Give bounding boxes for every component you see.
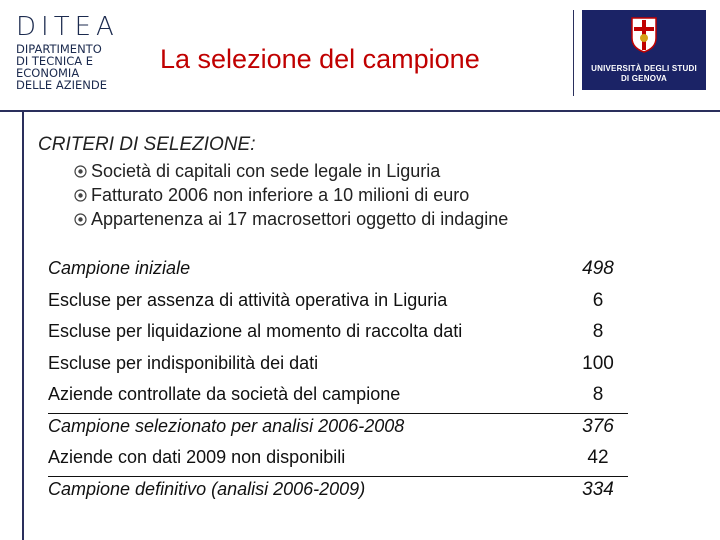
university-crest-icon — [630, 16, 658, 54]
row-label: Campione selezionato per analisi 2006-2008 — [48, 415, 405, 436]
table-row — [48, 255, 628, 287]
criteria-item — [74, 159, 508, 183]
slide-title: La selezione del campione — [160, 44, 480, 74]
row-label: Escluse per assenza di attività operativa in Liguria — [48, 289, 448, 310]
row-value: 8 — [592, 384, 604, 405]
sample-table — [48, 255, 628, 507]
target-bullet-icon — [74, 189, 89, 202]
frame-horizontal-line — [0, 110, 720, 112]
row-value: 498 — [582, 258, 614, 279]
department-name — [16, 43, 116, 91]
row-value: 42 — [587, 447, 609, 468]
criteria-item-text: Fatturato 2006 non inferiore a 10 milioni di euro — [91, 185, 470, 205]
frame-vertical-line — [22, 110, 24, 540]
row-label: Escluse per liquidazione al momento di raccolta dati — [48, 321, 463, 341]
university-name — [582, 64, 706, 84]
criteria-item-text: Società di capitali con sede legale in Liguria — [91, 161, 441, 181]
table-row — [48, 381, 628, 413]
row-label: Aziende controllate da società del campione — [48, 384, 401, 404]
target-bullet-icon — [74, 213, 89, 226]
university-line: UNIVERSITÀ DEGLI STUDI — [591, 64, 697, 73]
row-label: Escluse per indisponibilità dei dati — [48, 352, 319, 373]
criteria-list — [74, 159, 508, 231]
row-label: Campione definitivo (analisi 2006-2009) — [48, 478, 366, 499]
row-label: Aziende con dati 2009 non disponibili — [48, 447, 346, 467]
table-row — [48, 413, 628, 445]
university-line: DI GENOVA — [620, 74, 668, 83]
table-row — [48, 287, 628, 319]
row-value: 6 — [592, 289, 604, 311]
target-bullet-icon — [74, 165, 89, 178]
row-value: 334 — [582, 478, 614, 500]
criteria-item-text: Appartenenza ai 17 macrosettori oggetto di indagine — [91, 209, 509, 229]
row-value: 8 — [592, 321, 604, 342]
table-row — [48, 318, 628, 350]
department-line: ECONOMIA — [16, 66, 80, 80]
criteria-item — [74, 183, 508, 207]
row-value: 100 — [582, 352, 614, 374]
table-row — [48, 476, 628, 508]
table-row — [48, 444, 628, 476]
university-logo — [582, 10, 706, 90]
criteria-item — [74, 207, 508, 231]
ditea-wordmark: DITEA — [16, 12, 119, 42]
department-line: DELLE AZIENDE — [16, 78, 107, 92]
ditea-logo — [16, 12, 119, 92]
row-label: Campione iniziale — [48, 258, 191, 278]
department-line: DIPARTIMENTO — [16, 42, 102, 56]
header-divider — [573, 10, 574, 96]
table-row — [48, 350, 628, 382]
criteria-heading: CRITERI DI SELEZIONE: — [38, 134, 256, 155]
row-value: 376 — [582, 415, 614, 437]
department-line: DI TECNICA E — [16, 54, 94, 68]
